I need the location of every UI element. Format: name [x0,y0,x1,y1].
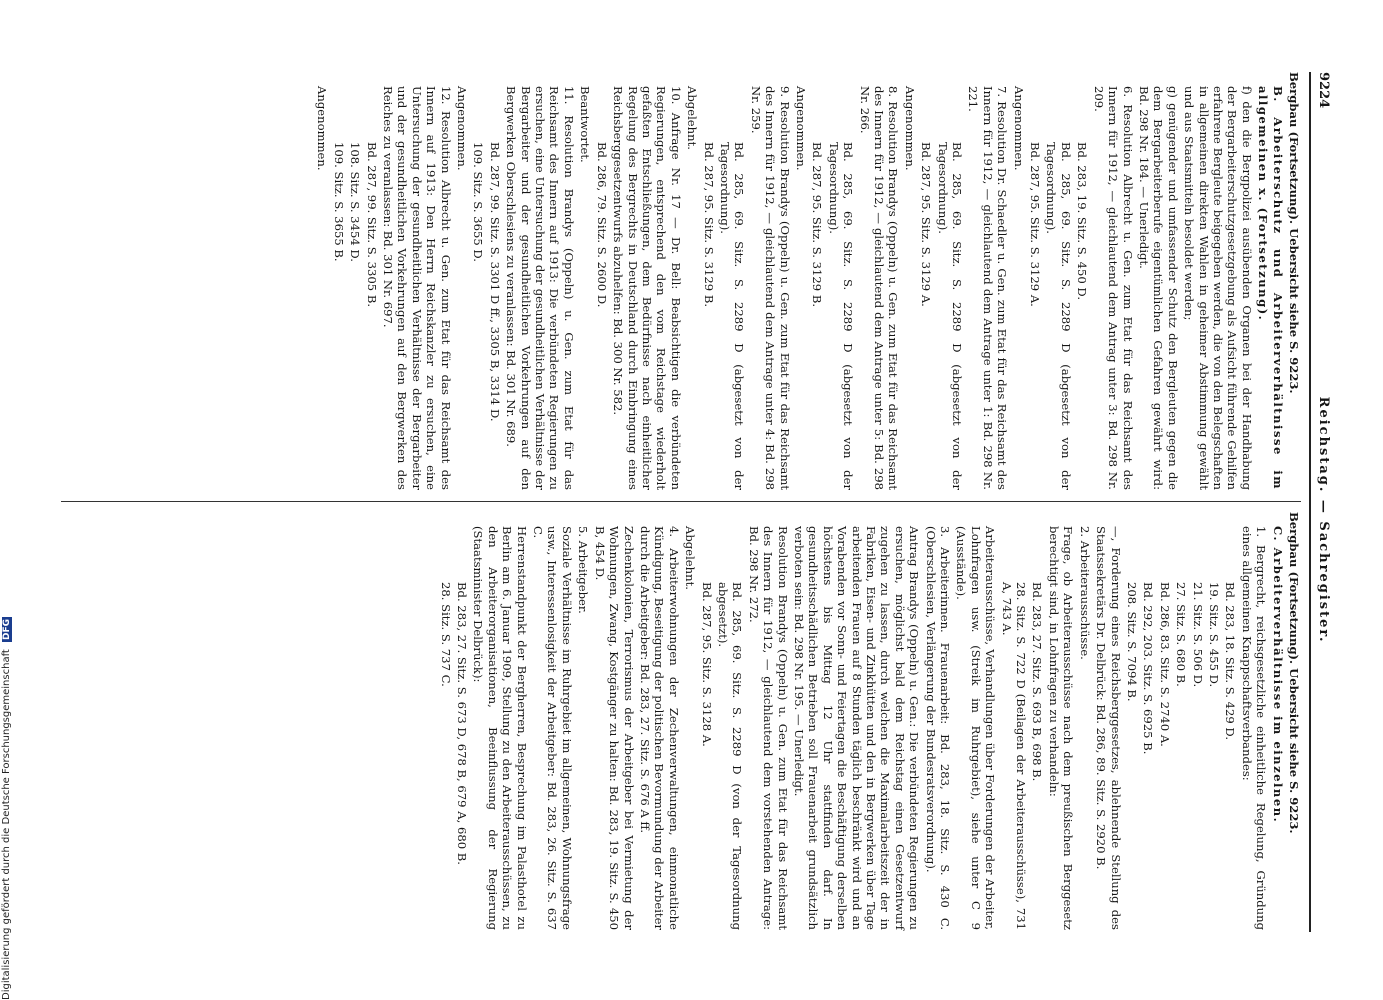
rotated-scan [45,72,1335,932]
index-entry: 109. Sitz. S. 3655 D. [471,142,486,262]
index-entry: Angenommen. [1011,86,1026,171]
right-column-subheading: C. Arbeiterverhältnisse im einzelnen. [1270,526,1285,824]
index-entry: Beantwortet. [578,86,593,163]
index-entry: Bd. 285, 69. Sitz. S. 2289 D (abgesetzt von der Tagesordnung). [717,142,747,490]
index-entry: 6. Resolution Albrecht u. Gen. zum Etat für das Reichsamt des Innern für 1912, — gleichlautend dem Antrag unter 3: Bd. 298 Nr. 209. [1091,86,1135,490]
index-entry: Bd. 283, 27. Sitz. S. 673 D, 678 B, 679 A, 680 B. [455,582,470,865]
index-entry: 108. Sitz. S. 3454 D. [348,142,363,262]
index-entry: Bd. 287, 95. Sitz. S. 3128 A. [699,582,714,747]
index-entry: Bd. 287, 99. Sitz. S. 3301 D ff., 3305 B, 3314 D. [487,142,502,422]
index-entry: Bd. 287, 95. Sitz. S. 3129 B. [810,142,825,308]
index-entry: 9. Resolution Brandys (Oppeln) u. Gen. zum Etat für das Reichsamt des Innern für 1912, — gleichlautend dem Antrage unter 4: Bd. 298 Nr. 259. [748,86,792,490]
index-entry: Bd. 286, 79. Sitz. S. 2600 D. [594,142,609,308]
index-entry: 21. Sitz. S. 506 D. [1190,582,1205,688]
index-entry: 4. Arbeiterwohnungen der Zechenverwaltungen, einmonatliche Kündigung, Beseitigung der politischen Bevormundung der Arbeiter durch die Arbeitgeber: Bd. 283, 27. Sitz. S. 676 A ff. [637,526,681,930]
index-entry: Frage, ob Arbeiterausschüsse nach dem preußischen Berggesetz berechtigt sind, in Lohnfragen zu verhandeln: [1046,526,1076,930]
index-entry: Bd. 287, 95. Sitz. S. 3129 B. [701,142,716,308]
header-rule [1309,72,1311,932]
index-entry: Bd. 283, 27. Sitz. S. 693 B, 698 B. [1030,582,1045,782]
index-entry: 1. Bergrecht, reichsgesetzliche einheitliche Regelung, Gründung eines allgemeinen Knappschaftsverbandes: [1239,526,1269,930]
index-entry: f) den die Bergpolizei ausübenden Organen bei der Handhabung der Bergarbeiterschutzgesetzgebung als Aufsicht führende Gehilfen erfahrene Bergleute beigegeben werden, die von den Belegschaften in allgemeinen direkten Wahlen in geheimer Abstimmung gewählt und aus Staatsmitteln besoldet werden; [1182,86,1254,490]
index-entry: Bd. 283, 18. Sitz. S. 429 D. [1223,582,1238,741]
index-entry: Zechenkolonien, Terrorismus der Arbeitgeber bei Vermietung der Wohnungen, Zwang, Kostgänger zu halten: Bd. 283, 19. Sitz. S. 450 B, 454 D. [592,526,636,930]
digitization-note-text: Digitalisierung gefördert durch die Deutsche Forschungsgemeinschaft [1,649,12,1000]
index-entry: Abgelehnt. [683,526,698,590]
index-entry: Angenommen. [455,86,470,171]
index-entry: Herrenstandpunkt der Bergherren, Besprechung im Palasthotel zu Berlin am 6. Januar 1909, Stellung zu den Arbeiterausschüssen, zu den Arbeiterorganisationen, Beeinflussung der Regierung (Staatsminister Delbrück): [471,526,529,930]
index-entry: 2. Arbeiterausschüsse. [1077,526,1092,660]
running-title: Reichstag. — Sachregister. [1316,396,1332,644]
index-entry: Bd. 287, 95. Sitz. S. 3129 A. [1028,142,1043,307]
index-entry: Angenommen. [794,86,808,171]
index-entry: Bd. 283, 19. Sitz. S. 450 D. [1075,142,1090,301]
index-entry: 11. Resolution Brandys (Oppeln) u. Gen. zum Etat für das Reichsamt des Innern auf 1913: Die verbündeten Regierungen zu ersuchen, eine Untersuchung der gesundheitlichen Verhältnisse der Bergarbeiter und der gesundheitlichen Vorkehrungen auf den Bergwerken Oberschlesiens zu veranlassen: Bd. 301 Nr. 689. [504,86,576,490]
index-entry: 28. Sitz. S. 722 D (Beilagen der Arbeiterausschüsse), 731 A, 743 A. [999,582,1029,930]
index-entry: 28. Sitz. S. 737 C. [438,582,453,687]
left-column-subheading: B. Arbeiterschutz und Arbeiterverhältnisse im allgemeinen x. (Fortsetzung). [1256,86,1285,490]
index-entry: 5. Arbeitgeber. [576,526,591,614]
index-entry: 27. Sitz. S. 680 B. [1174,582,1189,687]
right-entries [438,512,1268,930]
left-column [61,72,1301,490]
index-entry: Angenommen. [315,86,330,171]
index-entry: Bd. 285, 69. Sitz. S. 2289 D (von der Tagesordnung abgesetzt). [715,582,745,930]
index-entry: Bd. 292, 203. Sitz. S. 6925 B. [1141,582,1156,755]
index-entry: Bd. 287, 95. Sitz. S. 3129 A. [919,142,934,307]
index-entry: Bd. 285, 69. Sitz. S. 2289 D (abgesetzt von der Tagesordnung). [935,142,965,490]
right-column [61,512,1301,930]
index-entry: 8. Resolution Brandys (Oppeln) u. Gen. zum Etat für das Reichsamt des Innern für 1912, — gleichlautend dem Antrage unter 5: Bd. 298 Nr. 266. [857,86,901,490]
column-divider [61,501,1301,502]
index-entry: 208. Sitz. S. 7094 B. [1124,582,1139,702]
left-entries [315,72,1254,490]
index-entry: 109. Sitz. S. 3655 B. [331,142,346,262]
index-entry: 3. Arbeiterinnen. Frauenarbeit: Bd. 283, 18. Sitz. S. 430 C. (Oberschlesien, Verlängerung der Bundesratsverordnung). [923,526,953,930]
index-entry: Abgelehnt. [685,86,700,150]
index-entry: 7. Resolution Dr. Schaedler u. Gen. zum Etat für das Reichsamt des Innern für 1912, — gleichlautend dem Antrage unter 1: Bd. 298 Nr. 221. [966,86,1010,490]
index-entry: Arbeiterausschüsse, Verhandlungen über Forderungen der Arbeiter, Lohnfragen usw. (Streik im Ruhrgebiet), siehe unter C 9 (Ausstände). [954,526,998,930]
page-header [1313,72,1335,932]
index-entry: 10. Anfrage Nr. 17 — Dr. Bell: Beabsichtigen die verbündeten Regierungen, entsprechend den vom Reichstage wiederholt gefaßten Entschließungen, dem Bedürfnisse nach einheitlicher Regelung des Bergrechts in Deutschland durch Einbringung eines Reichsberggesetzentwurfs abzuhelfen: Bd. 300 Nr. 582. [611,86,683,490]
index-entry: 19. Sitz. S. 455 D. [1206,582,1221,688]
index-entry: Resolution Brandys (Oppeln) u. Gen. zum Etat für das Reichsamt des Innern für 1912, — gleichlautend dem vorstehenden Antrage: Bd. 298 Nr. 272. [746,526,790,930]
dfg-logo: DFG [2,618,12,640]
digitization-note [1,0,15,1000]
index-entry: Soziale Verhältnisse im Ruhrgebiet im allgemeinen, Wohnungsfrage usw., Interessenlosigkeit der Arbeitgeber: Bd. 283, 26. Sitz. S. 637 C. [531,526,574,930]
index-entry: Bd. 287, 99. Sitz. S. 3305 B. [364,142,379,308]
index-entry: —, Forderung eines Reichsberggesetzes, ablehnende Stellung des Staatssekretärs Dr. Delbrück: Bd. 286, 89. Sitz. S. 2920 B. [1094,526,1123,930]
right-column-heading: Bergbau (Fortsetzung). Uebersicht siehe S. 9223. [1287,512,1301,834]
index-entry: Antrag Brandys (Oppeln) u. Gen.: Die verbündeten Regierungen zu ersuchen, möglichst bald dem Reichstag einen Gesetzentwurf zugehen zu lassen, durch welchen die Maximalarbeitszeit der in Fabriken, Eisen- und Zinkhütten und den in Bergwerken über Tage arbeitenden Frauen auf 8 Stunden täglich beschränkt wird und an Vorabenden vor Sonn- und Feiertagen die Beschäftigung derselben höchstens bis Mittag 12 Uhr stattfinden darf. In gesundheitsschädlichen Betrieben soll Frauenarbeit grundsätzlich verboten sein: Bd. 298 Nr. 195. — Unerledigt. [792,526,922,930]
index-entry: g) genügender und umfassender Schutz den Bergleuten gegen die dem Bergarbeiterberufe eigentümlichen Gefahren gewährt wird: Bd. 298 Nr. 184. — Unerledigt. [1136,86,1180,490]
index-entry: Bd. 285, 69. Sitz. S. 2289 D (abgesetzt von der Tagesordnung). [1044,142,1073,490]
index-entry: Angenommen. [902,86,917,171]
index-entry: Bd. 286, 83. Sitz. S. 2740 A. [1157,582,1172,747]
left-column-heading: Bergbau (Fortsetzung). Uebersicht siehe S. 9223. [1287,72,1301,394]
index-entry: 12. Resolution Albrecht u. Gen. zum Etat für das Reichsamt des Innern auf 1913: Den Herrn Reichskanzler zu ersuchen, eine Untersuchung der gesundheitlichen Verhältnisse der Bergarbeiter und der gesundheitlichen Vorkehrungen auf den Bergwerken des Reiches zu veranlassen: Bd. 301 Nr. 697. [381,86,453,490]
page-number: 9224 [1316,72,1332,109]
index-entry: Bd. 285, 69. Sitz. S. 2289 D (abgesetzt von der Tagesordnung). [826,142,856,490]
